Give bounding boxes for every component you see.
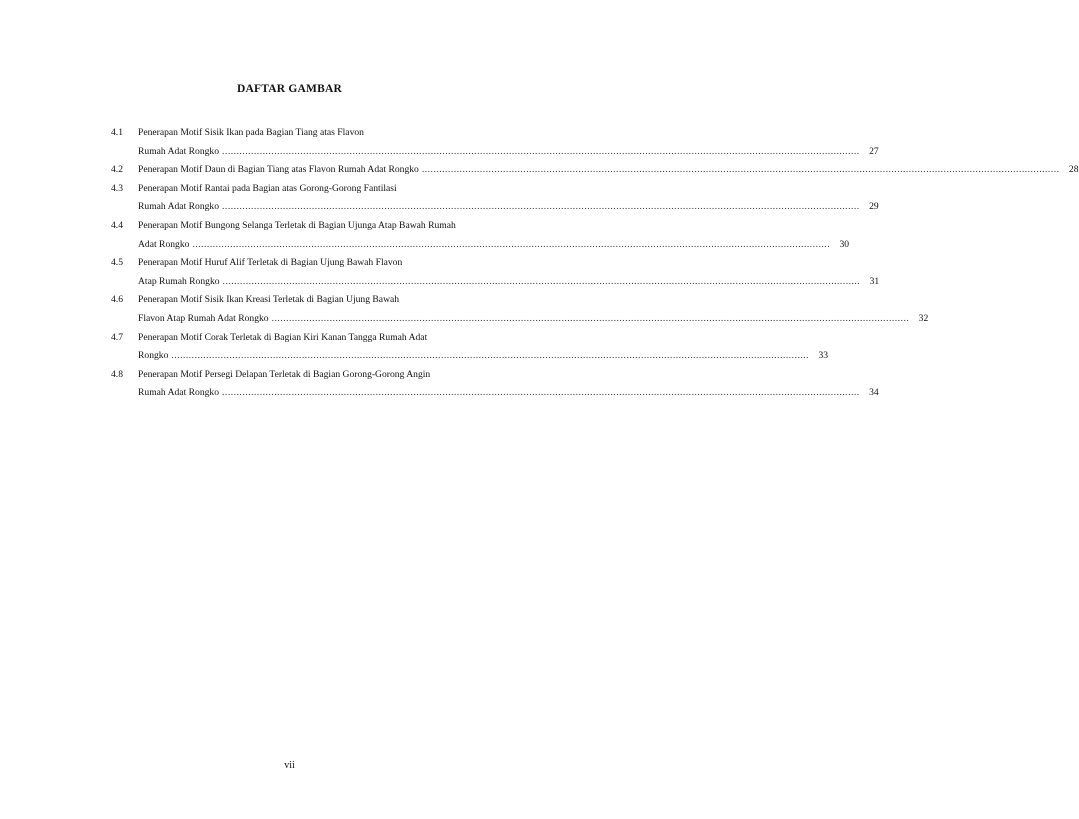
entry-line bbox=[111, 366, 495, 385]
figure-number: 4.5 bbox=[111, 257, 123, 269]
page-ref: 32 bbox=[918, 312, 929, 324]
figure-title-end: Rumah Adat Rongko bbox=[138, 387, 220, 399]
entry-line bbox=[111, 143, 879, 162]
dot-leader: ............................................................................................................................................................................................................................ bbox=[222, 201, 860, 213]
figure-number: 4.1 bbox=[111, 127, 123, 138]
leader-row bbox=[138, 161, 1079, 180]
figure-number: 4.6 bbox=[111, 294, 123, 306]
figure-title: Penerapan Motif Huruf Alif Terletak di Bagian Ujung Bawah Flavon bbox=[138, 257, 403, 269]
figure-entry bbox=[111, 217, 850, 254]
figure-title-end: Rumah Adat Rongko bbox=[138, 201, 220, 213]
figure-entry bbox=[111, 329, 829, 366]
entry-line bbox=[111, 384, 879, 403]
dot-leader: ............................................................................................................................................................................................................................ bbox=[171, 350, 810, 362]
figure-title-end: Rongko bbox=[138, 350, 169, 362]
figure-number: 4.4 bbox=[111, 219, 123, 231]
entry-line bbox=[111, 347, 829, 366]
entry-line bbox=[111, 198, 879, 217]
figure-number: 4.7 bbox=[111, 331, 123, 343]
figure-entry bbox=[111, 366, 879, 403]
leader-row bbox=[138, 236, 850, 255]
leader-row bbox=[138, 310, 929, 329]
leader-row bbox=[138, 347, 829, 366]
entry-line bbox=[111, 217, 495, 236]
figure-title: Penerapan Motif Persegi Delapan Terletak di Bagian Gorong-Gorong Angin bbox=[138, 368, 431, 380]
page-ref: 31 bbox=[869, 275, 880, 287]
entry-line bbox=[111, 291, 495, 310]
leader-row bbox=[138, 198, 879, 217]
dot-leader: ............................................................................................................................................................................................................................ bbox=[192, 238, 831, 250]
figure-title: Penerapan Motif Bungong Selanga Terletak di Bagian Ujunga Atap Bawah Rumah bbox=[138, 219, 456, 231]
figure-title-end: Flavon Atap Rumah Adat Rongko bbox=[138, 312, 269, 324]
page-number: vii bbox=[284, 760, 295, 771]
leader-row bbox=[138, 384, 879, 403]
leader-row bbox=[138, 143, 879, 162]
entry-line bbox=[111, 310, 929, 329]
dot-leader: ............................................................................................................................................................................................................................ bbox=[222, 145, 860, 157]
dot-leader: ............................................................................................................................................................................................................................ bbox=[222, 275, 861, 287]
figure-list bbox=[111, 124, 1079, 403]
page-ref: 33 bbox=[818, 350, 829, 362]
figure-entry bbox=[111, 124, 879, 161]
figure-entry bbox=[111, 254, 880, 291]
entry-line bbox=[111, 124, 495, 143]
page-title: DAFTAR GAMBAR bbox=[237, 83, 342, 95]
figure-number: 4.2 bbox=[111, 164, 123, 176]
figure-number: 4.8 bbox=[111, 368, 123, 380]
figure-entry bbox=[111, 180, 879, 217]
page-ref: 30 bbox=[839, 238, 850, 250]
leader-row bbox=[138, 273, 880, 292]
figure-number: 4.3 bbox=[111, 182, 123, 194]
figure-title: Penerapan Motif Corak Terletak di Bagian Kiri Kanan Tangga Rumah Adat bbox=[138, 331, 428, 343]
figure-title-end: Rumah Adat Rongko bbox=[138, 145, 220, 157]
entry-line bbox=[111, 180, 495, 199]
figure-entry bbox=[111, 161, 1079, 180]
entry-line bbox=[111, 161, 1079, 180]
entry-line bbox=[111, 273, 880, 292]
figure-title-end: Atap Rumah Rongko bbox=[138, 275, 220, 287]
entry-line bbox=[111, 254, 495, 273]
page-ref: 28 bbox=[1068, 164, 1079, 176]
entry-line bbox=[111, 329, 495, 348]
dot-leader: ............................................................................................................................................................................................................................ bbox=[421, 164, 1060, 176]
page-ref: 27 bbox=[869, 145, 879, 157]
page-ref: 34 bbox=[869, 387, 879, 399]
figure-title: Penerapan Motif Rantai pada Bagian atas Gorong-Gorong Fantilasi bbox=[138, 182, 397, 194]
figure-title-end: Adat Rongko bbox=[138, 238, 190, 250]
figure-title-end: Penerapan Motif Daun di Bagian Tiang atas Flavon Rumah Adat Rongko bbox=[138, 164, 419, 176]
page-ref: 29 bbox=[869, 201, 879, 213]
figure-title: Penerapan Motif Sisik Ikan Kreasi Terletak di Bagian Ujung Bawah bbox=[138, 294, 400, 306]
figure-entry bbox=[111, 291, 929, 328]
figure-title: Penerapan Motif Sisik Ikan pada Bagian Tiang atas Flavon bbox=[138, 127, 364, 138]
dot-leader: ............................................................................................................................................................................................................................ bbox=[222, 387, 860, 399]
entry-line bbox=[111, 236, 850, 255]
dot-leader: ............................................................................................................................................................................................................................ bbox=[271, 312, 910, 324]
